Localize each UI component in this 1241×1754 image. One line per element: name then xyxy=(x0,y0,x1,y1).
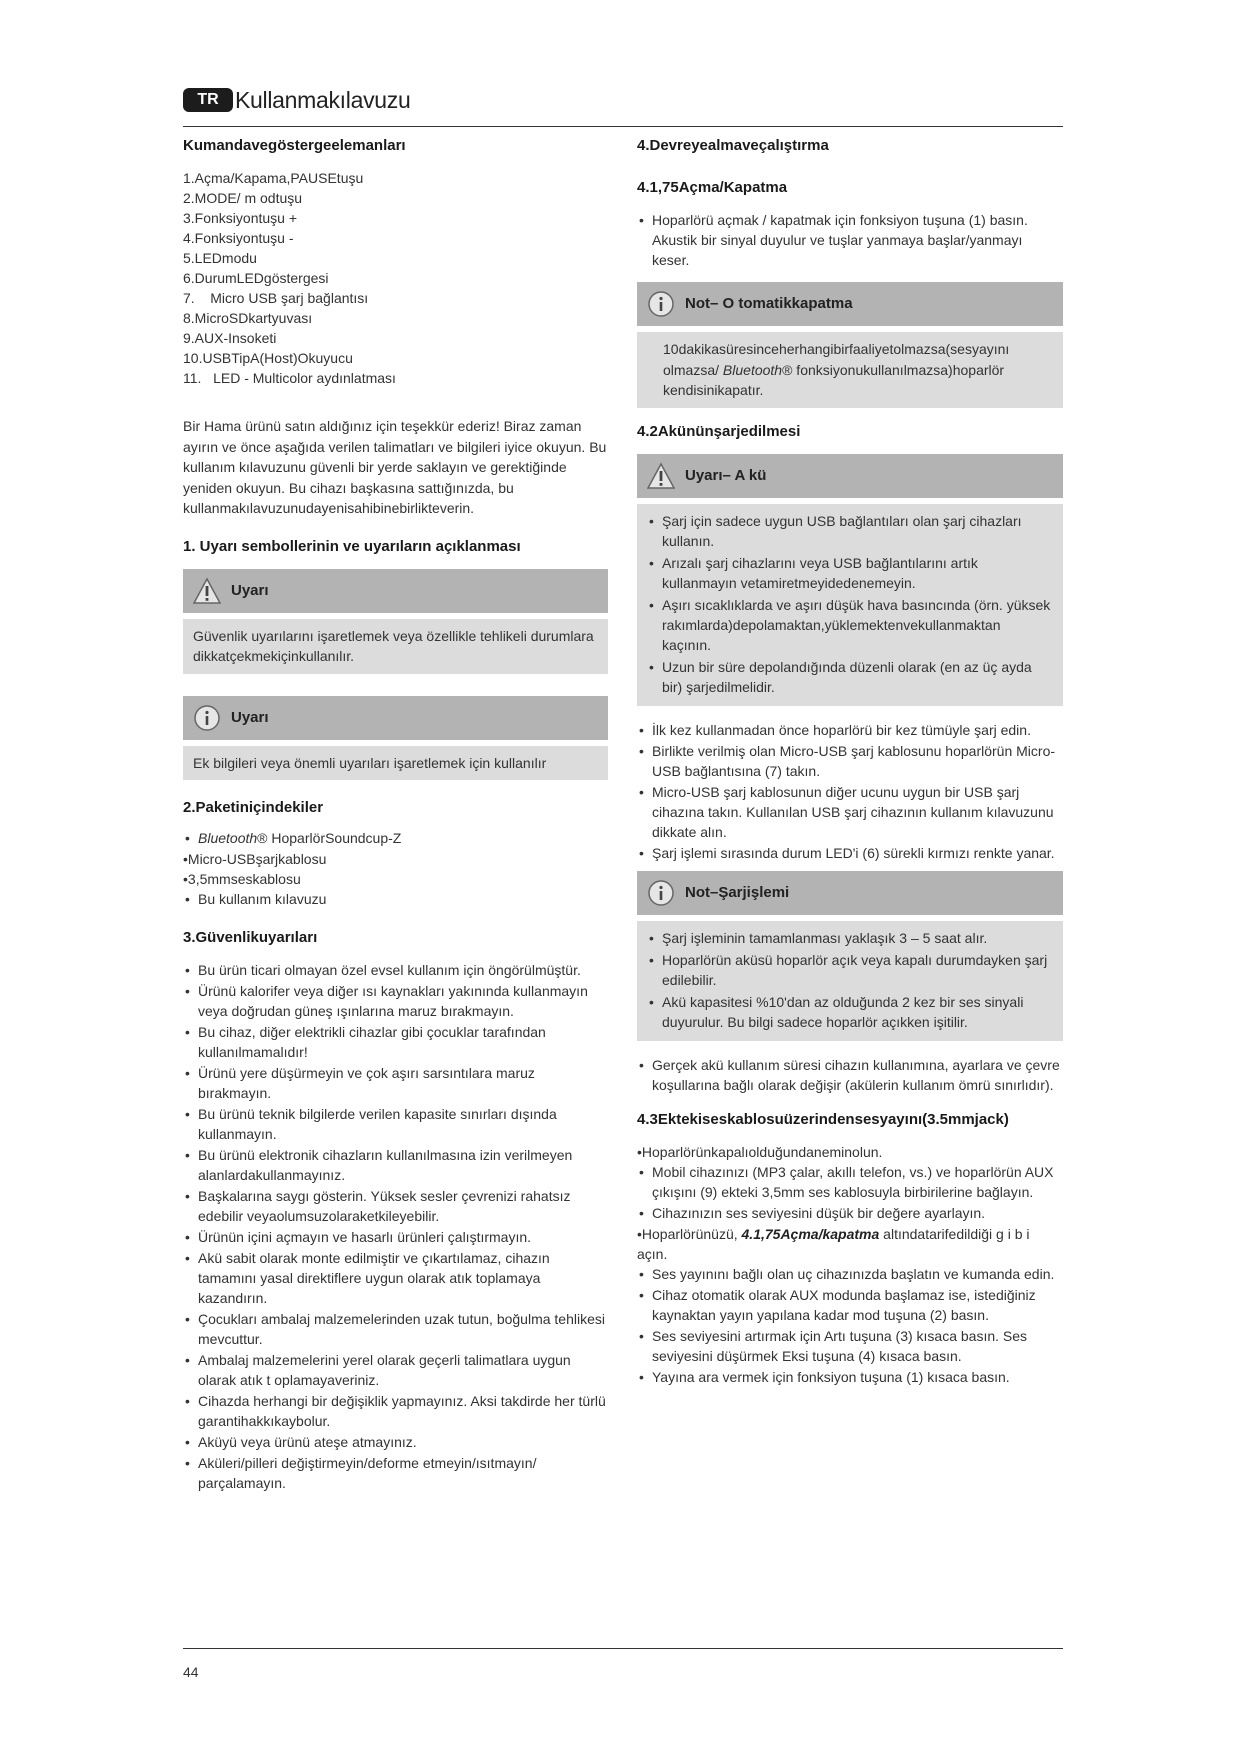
right-column xyxy=(637,136,1063,1388)
controls-item: 8.MicroSDkartyuvası xyxy=(183,310,313,326)
charging-item: • Birlikte verilmiş olan Micro-USB şarj kablosunu hoparlörün Micro-USB bağlantısına (7) takın. xyxy=(637,741,1063,781)
note-label: Not–Şarjişlemi xyxy=(685,883,790,901)
charging-note-item: • Akü kapasitesi %10'dan az olduğunda 2 kez bir ses sinyali duyurulur. Bu bilgi sadece hoparlör açıkken işitilir. xyxy=(647,992,1053,1032)
controls-heading: Kumandavegöstergeelemanları xyxy=(183,137,406,154)
package-item: •3,5mmseskablosu xyxy=(183,871,301,887)
aux-step: • Mobil cihazınızı (MP3 çalar, akıllı telefon, vs.) ve hoparlörün AUX çıkışını (9) ekteki 3,5mm ses kablosuyla birbirilerine bağlayın. xyxy=(637,1162,1063,1202)
warning-text: Güvenlik uyarılarını işaretlemek veya özellikle tehlikeli durumlara dikkatçekmekiçinkullanılır. xyxy=(193,627,594,664)
controls-item: 9.AUX-Insoketi xyxy=(183,330,277,346)
charging-item: • İlk kez kullanmadan önce hoparlörü bir kez tümüyle şarj edin. xyxy=(637,720,1063,740)
battery-warning-item: • Aşırı sıcaklıklarda ve aşırı düşük hava basıncında (örn. yüksek rakımlarda)depolamaktan,yüklemektenvekullanmaktan kaçının. xyxy=(647,595,1053,655)
controls-item: 2.MODE/ m odtuşu xyxy=(183,190,303,206)
controls-item: 11. LED - Multicolor aydınlatması xyxy=(183,370,396,386)
controls-item: 3.Fonksiyontuşu + xyxy=(183,210,298,226)
section-2-heading: 2.Paketiniçindekiler xyxy=(183,799,324,816)
aux-step: • Yayına ara vermek için fonksiyon tuşuna (1) kısaca basın. xyxy=(637,1367,1063,1387)
controls-item: 6.DurumLEDgöstergesi xyxy=(183,270,329,286)
controls-item: 5.LEDmodu xyxy=(183,250,257,266)
safety-item: • Bu ürünü teknik bilgilerde verilen kapasite sınırları dışında kullanmayın. xyxy=(183,1104,608,1144)
package-item: •Micro-USBşarjkablosu xyxy=(183,851,327,867)
note-box-header xyxy=(637,282,1063,326)
aux-step: • Cihaz otomatik olarak AUX modunda başlamaz ise, istediğiniz kaynaktan yayın yapılana kadar mod tuşuna (2) basın. xyxy=(637,1285,1063,1325)
note-label: Not– O tomatikkapatma xyxy=(685,295,853,312)
battery-life-list xyxy=(637,1055,1063,1095)
aux-step: • Ses seviyesini artırmak için Artı tuşuna (3) kısaca basın. Ses seviyesini düşürmek Eksi tuşuna (4) kısaca basın. xyxy=(637,1326,1063,1366)
charging-note-item: • Şarj işleminin tamamlanması yaklaşık 3 – 5 saat alır. xyxy=(647,928,1053,948)
info-box-header xyxy=(183,696,608,740)
footer-rule xyxy=(183,1648,1063,1649)
aux-step: •Hoparlörünüzü, 4.1,75Açma/kapatma altındatarifedildiği g i b i açın. xyxy=(637,1225,1030,1262)
aux-step: • Ses yayınını bağlı olan uç cihazınızda başlatın ve kumanda edin. xyxy=(637,1264,1063,1284)
safety-item: • Bu ürün ticari olmayan özel evsel kullanım için öngörülmüştür. xyxy=(183,960,608,980)
warning-label: Uyarı xyxy=(231,581,269,599)
safety-item: • Cihazda herhangi bir değişiklik yapmayınız. Aksi takdirde her türlü garantihakkıkaybolur. xyxy=(183,1391,608,1431)
controls-item: 1.Açma/Kapama,PAUSEtuşu xyxy=(183,170,364,186)
charging-list xyxy=(637,720,1063,863)
note-box-header xyxy=(637,871,1063,915)
safety-item: • Ürünü kalorifer veya diğer ısı kaynakları yakınında kullanmayın veya doğrudan güneş ışınlarına maruz bırakmayın. xyxy=(183,981,608,1021)
battery-warning-item: • Şarj için sadece uygun USB bağlantıları olan şarj cihazları kullanın. xyxy=(647,511,1053,551)
safety-item: • Bu ürünü elektronik cihazların kullanılmasına izin verilmeyen alanlardakullanmayınız. xyxy=(183,1145,608,1185)
aux-step: •Hoparlörünkapalıolduğundaneminolun. xyxy=(637,1143,883,1160)
intro-paragraph: Bir Hama ürünü satın aldığınız için teşekkür ederiz! Biraz zaman ayırın ve önce aşağıda verilen talimatları ve bilgileri iyice okuyun. Bu kullanım kılavuzunu güvenli bir yerde saklayın ve gerektiğinde yeniden okuyun. Bu cihazı başkasına sattığınızda, bu kullanmakılavuzunudayenisahibinebirlikteverin. xyxy=(183,418,607,516)
safety-item: • Ürünü yere düşürmeyin ve çok aşırı sarsıntılara maruz bırakmayın. xyxy=(183,1063,608,1103)
section-4-heading: 4.Devreyealmaveçalıştırma xyxy=(637,137,829,154)
warning-box-header xyxy=(637,454,1063,498)
section-4-2-heading: 4.2Akününşarjedilmesi xyxy=(637,422,801,440)
warning-box-header xyxy=(183,569,608,613)
aux-steps-list xyxy=(637,1162,1063,1223)
safety-item: • Ambalaj malzemelerini yerel olarak geçerli talimatlara uygun olarak atık t oplamayaveriniz. xyxy=(183,1350,608,1390)
safety-item: • Aküyü veya ürünü ateşe atmayınız. xyxy=(183,1432,608,1452)
note-box-body xyxy=(637,332,1063,408)
left-column xyxy=(183,136,608,1494)
safety-item: • Çocukları ambalaj malzemelerinden uzak tutun, boğulma tehlikesi mevcuttur. xyxy=(183,1309,608,1349)
battery-warning-item: • Uzun bir süre depolandığında düzenli olarak (en az üç ayda bir) şarjedilmelidir. xyxy=(647,657,1053,697)
controls-item: 10.USBTipA(Host)Okuyucu xyxy=(183,350,353,366)
power-list xyxy=(637,210,1063,270)
info-label: Uyarı xyxy=(231,708,269,726)
safety-item: • Bu cihaz, diğer elektrikli cihazlar gibi çocuklar tarafından kullanılmamalıdır! xyxy=(183,1022,608,1062)
page-header xyxy=(183,86,1063,126)
warning-box-body xyxy=(183,619,608,674)
controls-item: 7. Micro USB şarj bağlantısı xyxy=(183,290,369,306)
charging-note-list xyxy=(647,928,1053,1032)
aux-steps-list xyxy=(637,1264,1063,1387)
charging-item: • Micro-USB şarj kablosunun diğer ucunu uygun bir USB şarj cihazına takın. Kullanılan USB şarj cihazının kullanım kılavuzunu dikkate alın. xyxy=(637,782,1063,842)
package-item: • Bu kullanım kılavuzu xyxy=(183,889,608,909)
info-icon xyxy=(647,290,675,318)
battery-warning-list xyxy=(647,511,1053,697)
charging-item: • Şarj işlemi sırasında durum LED'i (6) sürekli kırmızı renkte yanar. xyxy=(637,843,1063,863)
page-number: 44 xyxy=(183,1664,199,1680)
safety-item: • Başkalarına saygı gösterin. Yüksek sesler çevrenizi rahatsız edebilir veyaolumsuzolaraketkileyebilir. xyxy=(183,1186,608,1226)
section-3-heading: 3.Güvenlikuyarıları xyxy=(183,929,318,946)
info-icon xyxy=(193,704,221,732)
package-contents-list xyxy=(183,828,608,848)
language-badge: TR xyxy=(183,88,233,112)
section-4-3-heading: 4.3Ektekiseskablosuüzerindensesyayını(3.5mmjack) xyxy=(637,1110,1009,1128)
safety-item: • Akü sabit olarak monte edilmiştir ve çıkartılamaz, cihazın tamamını yasal direktiflere uygun olarak atık toplamaya kazandırın. xyxy=(183,1248,608,1308)
info-box-body xyxy=(183,746,608,781)
controls-list xyxy=(183,168,608,388)
section-1-heading: 1. Uyarı sembollerinin ve uyarıların açıklanması xyxy=(183,537,521,555)
section-reference: 4.1,75Açma/kapatma xyxy=(741,1225,880,1242)
warning-triangle-icon xyxy=(193,577,221,605)
header-rule xyxy=(183,126,1063,127)
document-title: Kullanmakılavuzu xyxy=(235,87,411,113)
info-text: Ek bilgileri veya önemli uyarıları işaretlemek için kullanılır xyxy=(193,754,547,771)
note-text: 10dakikasüresinceherhangibirfaaliyetolmazsa(sesyayını olmazsa/ Bluetooth® fonksiyonukullanılmazsa)hoparlör kendisinikapatır. xyxy=(663,341,1010,398)
power-item: • Hoparlörü açmak / kapatmak için fonksiyon tuşuna (1) basın. Akustik bir sinyal duyulur ve tuşlar yanmaya başlar/yanmayı keser. xyxy=(637,210,1063,270)
battery-warning-item: • Arızalı şarj cihazlarını veya USB bağlantılarını artık kullanmayın vetamiretmeyidedenemeyin. xyxy=(647,553,1053,593)
warning-label: Uyarı– A kü xyxy=(685,466,767,484)
section-4-1-heading: 4.1,75Açma/Kapatma xyxy=(637,179,788,196)
safety-list xyxy=(183,960,608,1493)
charging-note-item: • Hoparlörün aküsü hoparlör açık veya kapalı durumdayken şarj edilebilir. xyxy=(647,950,1053,990)
aux-step: • Cihazınızın ses seviyesini düşük bir değere ayarlayın. xyxy=(637,1203,1063,1223)
note-box-body xyxy=(637,921,1063,1041)
controls-item: 4.Fonksiyontuşu - xyxy=(183,230,294,246)
safety-item: • Aküleri/pilleri değiştirmeyin/deforme etmeyin/ısıtmayın/ parçalamayın. xyxy=(183,1453,608,1493)
safety-item: • Ürünün içini açmayın ve hasarlı ürünleri çalıştırmayın. xyxy=(183,1227,608,1247)
warning-triangle-icon xyxy=(647,462,675,490)
battery-life-item: • Gerçek akü kullanım süresi cihazın kullanımına, ayarlara ve çevre koşullarına bağlı olarak değişir (akülerin kullanım ömrü sınırlıdır). xyxy=(637,1055,1063,1095)
info-icon xyxy=(647,879,675,907)
warning-box-body xyxy=(637,504,1063,706)
package-item: • Bluetooth® HoparlörSoundcup-Z xyxy=(183,828,608,848)
